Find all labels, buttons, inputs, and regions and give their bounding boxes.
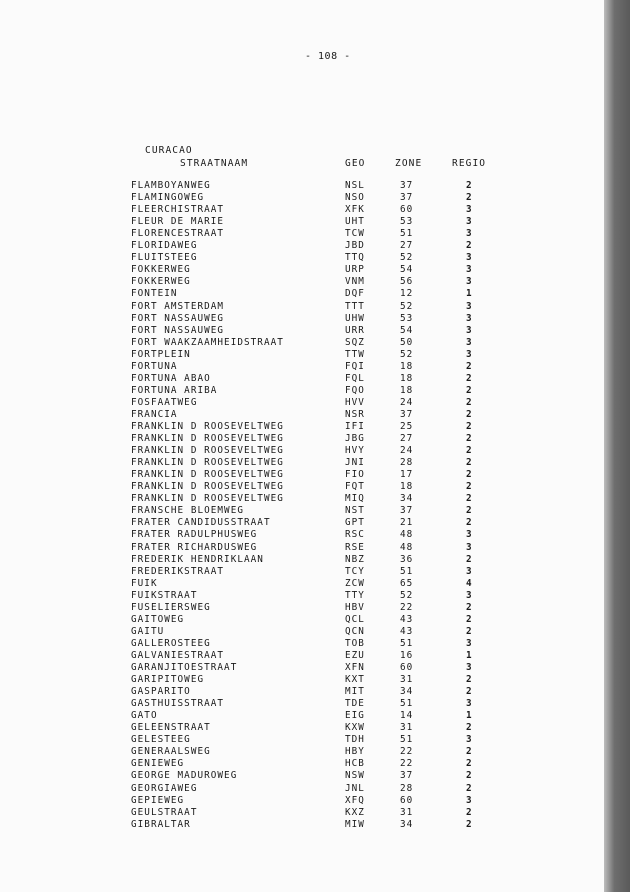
geo-code: HBY — [345, 746, 365, 758]
table-row — [0, 276, 604, 288]
regio-number: 2 — [466, 782, 473, 794]
table-row — [0, 469, 604, 481]
table-row — [0, 638, 604, 650]
street-name: FREDERIK HENDRIKLAAN — [131, 553, 264, 565]
regio-number: 3 — [466, 324, 473, 336]
regio-number: 2 — [466, 505, 473, 517]
geo-code: XFQ — [345, 794, 365, 806]
geo-code: JNI — [345, 457, 365, 469]
geo-code: XFK — [345, 204, 365, 216]
geo-code: HBV — [345, 601, 365, 613]
table-row — [0, 517, 604, 529]
street-name: FORTUNA ABAO — [131, 372, 211, 384]
zone-number: 51 — [400, 565, 414, 577]
regio-number: 2 — [466, 481, 473, 493]
zone-number: 31 — [400, 674, 414, 686]
street-name: GAITU — [131, 625, 165, 637]
regio-number: 2 — [466, 384, 473, 396]
zone-number: 52 — [400, 252, 414, 264]
street-name: GEORGIAWEG — [131, 782, 198, 794]
street-name: FREDERIKSTRAAT — [131, 565, 225, 577]
table-row — [0, 734, 604, 746]
zone-number: 52 — [400, 348, 414, 360]
geo-code: KXZ — [345, 806, 365, 818]
street-name: FLORIDAWEG — [131, 240, 198, 252]
regio-number: 2 — [466, 746, 473, 758]
geo-code: HVY — [345, 445, 365, 457]
zone-number: 17 — [400, 469, 414, 481]
street-name: GEORGE MADUROWEG — [131, 770, 238, 782]
regio-number: 2 — [466, 240, 473, 252]
table-row — [0, 192, 604, 204]
regio-number: 2 — [466, 192, 473, 204]
regio-number: 3 — [466, 252, 473, 264]
table-row — [0, 746, 604, 758]
zone-number: 53 — [400, 216, 414, 228]
table-row — [0, 288, 604, 300]
geo-code: EIG — [345, 710, 365, 722]
table-row — [0, 313, 604, 325]
regio-number: 3 — [466, 662, 473, 673]
regio-number: 2 — [466, 613, 473, 625]
street-name: FORT WAAKZAAMHEIDSTRAAT — [131, 336, 284, 348]
geo-code: TCW — [345, 228, 365, 240]
street-name: GEPIEWEG — [131, 794, 185, 806]
regio-number: 2 — [466, 433, 473, 445]
geo-code: RSE — [345, 541, 365, 553]
street-name: FUIKSTRAAT — [131, 589, 198, 601]
geo-code: RSC — [345, 529, 365, 541]
geo-code: XFN — [345, 662, 365, 673]
table-row — [0, 698, 604, 710]
zone-number: 27 — [400, 240, 414, 252]
table-row — [0, 385, 604, 397]
regio-number: 4 — [466, 577, 473, 589]
zone-number: 48 — [400, 541, 414, 553]
table-row — [0, 445, 604, 457]
regio-number: 3 — [466, 698, 473, 710]
regio-number: 3 — [466, 565, 473, 577]
zone-number: 51 — [400, 698, 414, 710]
table-row — [0, 819, 604, 831]
geo-code: TTQ — [345, 252, 365, 264]
regio-number: 3 — [466, 216, 473, 228]
zone-number: 60 — [400, 794, 414, 806]
column-header-straatnaam: STRAATNAAM — [180, 158, 249, 169]
street-name: FLUITSTEEG — [131, 252, 198, 264]
zone-number: 34 — [400, 818, 414, 830]
zone-number: 51 — [400, 637, 414, 649]
regio-number: 2 — [466, 686, 473, 698]
zone-number: 60 — [400, 204, 414, 216]
table-row — [0, 807, 604, 819]
geo-code: NSW — [345, 770, 365, 782]
table-row — [0, 493, 604, 505]
table-row — [0, 795, 604, 807]
table-row — [0, 240, 604, 252]
street-name: GELEENSTRAAT — [131, 722, 211, 734]
table-row — [0, 770, 604, 782]
regio-number: 2 — [466, 493, 473, 505]
regio-number: 3 — [466, 264, 473, 276]
regio-number: 2 — [466, 421, 473, 432]
column-header-regio: REGIO — [452, 158, 487, 169]
street-name: GIBRALTAR — [131, 818, 191, 830]
table-row — [0, 373, 604, 385]
street-name: FOKKERWEG — [131, 264, 191, 276]
regio-number: 2 — [466, 625, 473, 637]
street-name: FLAMBOYANWEG — [131, 180, 211, 191]
table-row — [0, 481, 604, 493]
zone-number: 51 — [400, 734, 414, 746]
regio-number: 2 — [466, 408, 473, 420]
zone-number: 18 — [400, 372, 414, 384]
table-row — [0, 301, 604, 313]
table-row — [0, 397, 604, 409]
zone-number: 27 — [400, 433, 414, 445]
regio-number: 1 — [466, 649, 473, 661]
table-row — [0, 783, 604, 795]
geo-code: MIQ — [345, 493, 365, 505]
table-row — [0, 505, 604, 517]
regio-number: 1 — [466, 288, 473, 300]
geo-code: VNM — [345, 276, 365, 288]
geo-code: MIW — [345, 818, 365, 830]
street-name: FLAMINGOWEG — [131, 192, 205, 204]
street-name: FRANKLIN D ROOSEVELTWEG — [131, 493, 284, 505]
zone-number: 54 — [400, 264, 414, 276]
regio-number: 2 — [466, 469, 473, 481]
zone-number: 60 — [400, 662, 414, 673]
zone-number: 54 — [400, 324, 414, 336]
zone-number: 37 — [400, 192, 414, 204]
table-row — [0, 409, 604, 421]
zone-number: 22 — [400, 758, 414, 770]
street-name: FLORENCESTRAAT — [131, 228, 225, 240]
table-row — [0, 566, 604, 578]
table-row — [0, 578, 604, 590]
geo-code: TTW — [345, 348, 365, 360]
geo-code: QCN — [345, 625, 365, 637]
table-row — [0, 686, 604, 698]
zone-number: 21 — [400, 517, 414, 529]
regio-number: 3 — [466, 541, 473, 553]
table-row — [0, 758, 604, 770]
geo-code: NST — [345, 505, 365, 517]
geo-code: IFI — [345, 421, 365, 432]
zone-number: 43 — [400, 613, 414, 625]
zone-number: 48 — [400, 529, 414, 541]
table-row — [0, 662, 604, 674]
geo-code: MIT — [345, 686, 365, 698]
table-row — [0, 433, 604, 445]
street-name: FRATER CANDIDUSSTRAAT — [131, 517, 271, 529]
table-row — [0, 349, 604, 361]
geo-code: NSO — [345, 192, 365, 204]
regio-number: 2 — [466, 445, 473, 457]
zone-number: 25 — [400, 421, 414, 432]
regio-number: 2 — [466, 517, 473, 529]
geo-code: TTY — [345, 589, 365, 601]
geo-code: QCL — [345, 613, 365, 625]
zone-number: 53 — [400, 312, 414, 324]
geo-code: JBG — [345, 433, 365, 445]
zone-number: 37 — [400, 408, 414, 420]
regio-number: 3 — [466, 276, 473, 288]
street-name: GAITOWEG — [131, 613, 185, 625]
geo-code: TTT — [345, 300, 365, 312]
zone-number: 36 — [400, 553, 414, 565]
table-row — [0, 674, 604, 686]
street-name: FLEUR DE MARIE — [131, 216, 225, 228]
geo-code: UHW — [345, 312, 365, 324]
table-row — [0, 722, 604, 734]
geo-code: TCY — [345, 565, 365, 577]
zone-number: 18 — [400, 360, 414, 372]
zone-number: 18 — [400, 481, 414, 493]
street-name: GATO — [131, 710, 158, 722]
table-row — [0, 361, 604, 373]
table-row — [0, 614, 604, 626]
table-row — [0, 337, 604, 349]
regio-number: 1 — [466, 710, 473, 722]
regio-number: 2 — [466, 818, 473, 830]
street-name: GARANJITOESTRAAT — [131, 662, 238, 673]
geo-code: URP — [345, 264, 365, 276]
zone-number: 28 — [400, 782, 414, 794]
zone-number: 34 — [400, 686, 414, 698]
geo-code: FQO — [345, 384, 365, 396]
street-name: GASPARITO — [131, 686, 191, 698]
regio-number: 3 — [466, 300, 473, 312]
table-row — [0, 529, 604, 541]
zone-number: 22 — [400, 746, 414, 758]
regio-number: 3 — [466, 637, 473, 649]
regio-number: 2 — [466, 770, 473, 782]
table-row — [0, 252, 604, 264]
zone-number: 37 — [400, 505, 414, 517]
zone-number: 31 — [400, 722, 414, 734]
street-name: FRANKLIN D ROOSEVELTWEG — [131, 445, 284, 457]
street-name: FRANKLIN D ROOSEVELTWEG — [131, 469, 284, 481]
geo-code: DQF — [345, 288, 365, 300]
regio-number: 3 — [466, 336, 473, 348]
street-name: FRANKLIN D ROOSEVELTWEG — [131, 457, 284, 469]
regio-number: 2 — [466, 722, 473, 734]
geo-code: NSR — [345, 408, 365, 420]
regio-number: 2 — [466, 601, 473, 613]
geo-code: JNL — [345, 782, 365, 794]
table-row — [0, 602, 604, 614]
regio-number: 2 — [466, 553, 473, 565]
table-row — [0, 180, 604, 192]
street-name: FUSELIERSWEG — [131, 601, 211, 613]
table-row — [0, 650, 604, 662]
street-name: FOKKERWEG — [131, 276, 191, 288]
geo-code: TDH — [345, 734, 365, 746]
zone-number: 16 — [400, 649, 414, 661]
street-name: FRANKLIN D ROOSEVELTWEG — [131, 421, 284, 432]
regio-number: 2 — [466, 180, 473, 191]
zone-number: 22 — [400, 601, 414, 613]
zone-number: 52 — [400, 589, 414, 601]
street-name: FONTEIN — [131, 288, 178, 300]
geo-code: GPT — [345, 517, 365, 529]
street-name: GALVANIESTRAAT — [131, 649, 225, 661]
table-row — [0, 325, 604, 337]
table-row — [0, 554, 604, 566]
street-name: FRANKLIN D ROOSEVELTWEG — [131, 481, 284, 493]
zone-number: 31 — [400, 806, 414, 818]
regio-number: 3 — [466, 589, 473, 601]
street-name: FORTUNA — [131, 360, 178, 372]
street-name: GASTHUISSTRAAT — [131, 698, 225, 710]
street-name: GENIEWEG — [131, 758, 185, 770]
geo-code: FQI — [345, 360, 365, 372]
geo-code: TDE — [345, 698, 365, 710]
geo-code: HCB — [345, 758, 365, 770]
table-row — [0, 228, 604, 240]
regio-number: 3 — [466, 794, 473, 806]
street-name: FRANKLIN D ROOSEVELTWEG — [131, 433, 284, 445]
zone-number: 65 — [400, 577, 414, 589]
regio-number: 3 — [466, 228, 473, 240]
street-name: FUIK — [131, 577, 158, 589]
street-name: FOSFAATWEG — [131, 396, 198, 408]
street-name: GENERAALSWEG — [131, 746, 211, 758]
column-header-zone: ZONE — [395, 158, 423, 169]
street-name: FRATER RICHARDUSWEG — [131, 541, 258, 553]
regio-number: 2 — [466, 674, 473, 686]
geo-code: KXT — [345, 674, 365, 686]
street-name: FRANCIA — [131, 408, 178, 420]
zone-number: 52 — [400, 300, 414, 312]
regio-number: 2 — [466, 360, 473, 372]
zone-number: 24 — [400, 396, 414, 408]
zone-number: 56 — [400, 276, 414, 288]
table-row — [0, 204, 604, 216]
regio-number: 3 — [466, 312, 473, 324]
geo-code: ZCW — [345, 577, 365, 589]
geo-code: NBZ — [345, 553, 365, 565]
street-name: GARIPITOWEG — [131, 674, 205, 686]
regio-number: 3 — [466, 204, 473, 216]
regio-number: 2 — [466, 457, 473, 469]
geo-code: URR — [345, 324, 365, 336]
zone-number: 51 — [400, 228, 414, 240]
table-row — [0, 710, 604, 722]
street-name: GALLEROSTEEG — [131, 637, 211, 649]
zone-number: 12 — [400, 288, 414, 300]
table-row — [0, 264, 604, 276]
geo-code: TOB — [345, 637, 365, 649]
regio-number: 3 — [466, 529, 473, 541]
street-name: GELESTEEG — [131, 734, 191, 746]
street-name: FLEERCHISTRAAT — [131, 204, 225, 216]
geo-code: JBD — [345, 240, 365, 252]
zone-number: 24 — [400, 445, 414, 457]
geo-code: EZU — [345, 649, 365, 661]
zone-number: 18 — [400, 384, 414, 396]
street-name: FORT NASSAUWEG — [131, 324, 225, 336]
zone-number: 37 — [400, 770, 414, 782]
geo-code: FIO — [345, 469, 365, 481]
regio-number: 3 — [466, 348, 473, 360]
zone-number: 28 — [400, 457, 414, 469]
zone-number: 34 — [400, 493, 414, 505]
zone-number: 37 — [400, 180, 414, 191]
table-row — [0, 542, 604, 554]
page-number: - 108 - — [305, 51, 351, 62]
regio-number: 2 — [466, 372, 473, 384]
street-name: FRANSCHE BLOEMWEG — [131, 505, 245, 517]
street-name: FORTUNA ARIBA — [131, 384, 218, 396]
street-name: FORT NASSAUWEG — [131, 312, 225, 324]
street-name: FRATER RADULPHUSWEG — [131, 529, 258, 541]
regio-number: 2 — [466, 758, 473, 770]
geo-code: SQZ — [345, 336, 365, 348]
geo-code: NSL — [345, 180, 365, 191]
table-row — [0, 421, 604, 433]
column-header-geo: GEO — [345, 158, 366, 169]
regio-number: 3 — [466, 734, 473, 746]
table-row — [0, 590, 604, 602]
street-name: FORT AMSTERDAM — [131, 300, 225, 312]
zone-number: 14 — [400, 710, 414, 722]
zone-number: 43 — [400, 625, 414, 637]
region-title: CURACAO — [145, 145, 193, 156]
table-row — [0, 457, 604, 469]
geo-code: UHT — [345, 216, 365, 228]
zone-number: 50 — [400, 336, 414, 348]
geo-code: FQT — [345, 481, 365, 493]
scan-border — [604, 0, 630, 892]
regio-number: 2 — [466, 806, 473, 818]
geo-code: HVV — [345, 396, 365, 408]
geo-code: KXW — [345, 722, 365, 734]
geo-code: FQL — [345, 372, 365, 384]
street-name: GEULSTRAAT — [131, 806, 198, 818]
regio-number: 2 — [466, 396, 473, 408]
table-row — [0, 626, 604, 638]
street-name: FORTPLEIN — [131, 348, 191, 360]
table-row — [0, 216, 604, 228]
